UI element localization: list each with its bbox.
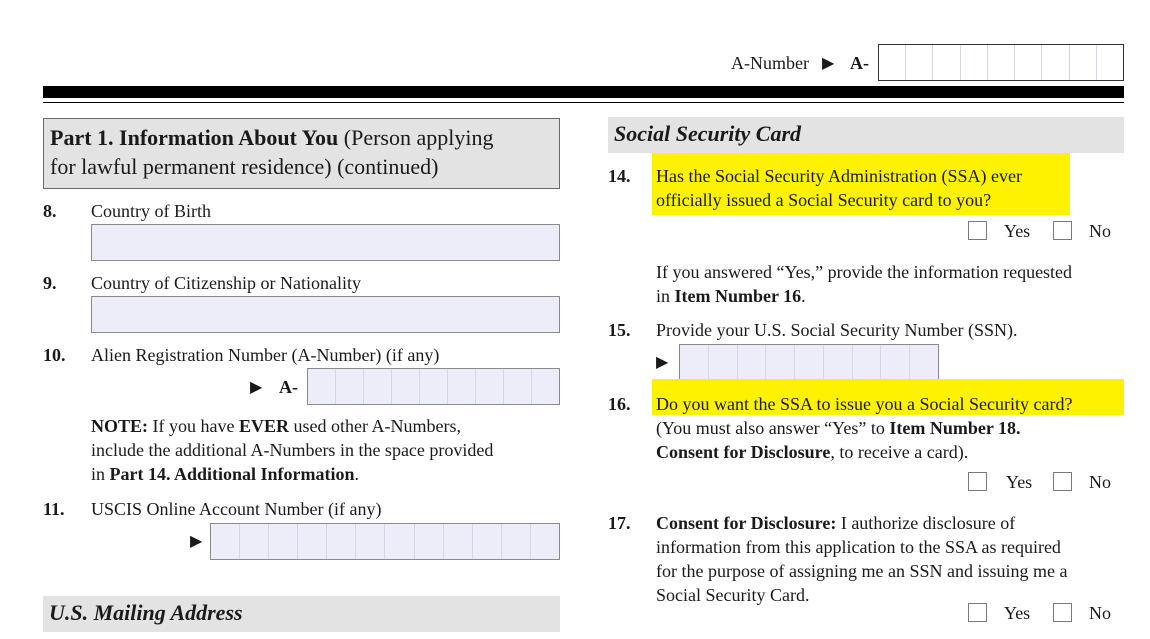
q14-line2: officially issued a Social Security card to you? xyxy=(656,190,992,210)
q17-line1-b: I authorize disclosure of xyxy=(836,513,1016,533)
q10-number: 10. xyxy=(43,345,66,365)
header-thin-rule xyxy=(43,102,1124,103)
header-a-number-input[interactable] xyxy=(878,44,1124,81)
q10-label: Alien Registration Number (A-Number) (if any) xyxy=(91,345,440,365)
q17-line3: for the purpose of assigning me an SSN and issuing me a xyxy=(656,561,1068,581)
q14-yes-label: Yes xyxy=(1004,221,1031,241)
note-line2: include the additional A-Numbers in the space provided xyxy=(91,440,494,460)
q9-label: Country of Citizenship or Nationality xyxy=(91,273,361,293)
part-title-bold: Part 1. Information About You xyxy=(50,125,339,150)
q11-label: USCIS Online Account Number (if any) xyxy=(91,499,382,519)
q17-line2: information from this application to the SSA as required xyxy=(656,537,1061,557)
q16-no-checkbox[interactable] xyxy=(1053,472,1072,491)
note-text-ever: EVER xyxy=(238,416,289,436)
q16-no-label: No xyxy=(1089,472,1111,492)
q10-a-prefix: A- xyxy=(279,377,298,397)
country-of-citizenship-input[interactable] xyxy=(91,296,560,333)
q17-no-checkbox[interactable] xyxy=(1053,603,1072,622)
q16-item18-ref: Item Number 18. xyxy=(889,418,1021,438)
header-a-prefix: A- xyxy=(850,53,869,73)
answer-note-item16-ref: Item Number 16 xyxy=(674,286,802,306)
country-of-birth-input[interactable] xyxy=(91,224,560,261)
q14-no-checkbox[interactable] xyxy=(1053,221,1072,240)
part-title-line2: for lawful permanent residence) (continued) xyxy=(50,154,439,179)
q14-line1: Has the Social Security Administration (SSA) ever xyxy=(656,166,1022,186)
answer-note xyxy=(656,260,1072,308)
q15-number: 15. xyxy=(608,320,631,340)
q17-number: 17. xyxy=(608,513,631,533)
answer-note-line2-c: . xyxy=(801,286,806,306)
q9-number: 9. xyxy=(43,273,57,293)
note-line3-c: . xyxy=(354,464,360,484)
social-security-section-title: Social Security Card xyxy=(608,117,1124,153)
arrow-right-icon: ▶ xyxy=(250,379,263,396)
q16-question xyxy=(656,392,1072,464)
arrow-right-icon: ▶ xyxy=(822,55,835,72)
a-number-input[interactable] xyxy=(307,368,560,405)
q17-line4: Social Security Card. xyxy=(656,585,810,605)
part-title-rest: (Person applying xyxy=(338,125,494,150)
part-1-header xyxy=(43,118,560,189)
q16-line3-b: , to receive a card). xyxy=(830,442,969,462)
note-text-a: If you have xyxy=(148,416,239,436)
q17-yes-label: Yes xyxy=(1004,603,1031,623)
q17-consent-label: Consent for Disclosure: xyxy=(656,513,837,533)
q14-question xyxy=(656,164,1022,212)
header-a-number-label: A-Number xyxy=(731,53,809,73)
q16-number: 16. xyxy=(608,394,631,414)
q8-label: Country of Birth xyxy=(91,201,211,221)
header-rule xyxy=(43,86,1124,98)
ssn-input[interactable] xyxy=(679,344,939,381)
q16-line1: Do you want the SSA to issue you a Social Security card? xyxy=(656,394,1073,414)
q17-no-label: No xyxy=(1089,603,1111,623)
q14-no-label: No xyxy=(1089,221,1111,241)
note-label: NOTE: xyxy=(91,416,149,436)
q17-text xyxy=(656,511,1067,607)
q11-number: 11. xyxy=(43,499,65,519)
answer-note-line1: If you answered “Yes,” provide the information requested xyxy=(656,262,1073,282)
note-text-b: used other A-Numbers, xyxy=(289,416,461,436)
q15-label: Provide your U.S. Social Security Number (SSN). xyxy=(656,320,1018,340)
q8-number: 8. xyxy=(43,201,57,221)
q14-number: 14. xyxy=(608,166,631,186)
q17-yes-checkbox[interactable] xyxy=(968,603,987,622)
mailing-address-section-title: U.S. Mailing Address xyxy=(43,596,560,632)
q14-yes-checkbox[interactable] xyxy=(968,221,987,240)
q16-consent-ref: Consent for Disclosure xyxy=(656,442,831,462)
note-part14-ref: Part 14. Additional Information xyxy=(109,464,355,484)
q16-line2-a: (You must also answer “Yes” to xyxy=(656,418,890,438)
uscis-online-account-input[interactable] xyxy=(210,523,560,560)
arrow-right-icon: ▶ xyxy=(190,533,203,550)
answer-note-line2-a: in xyxy=(656,286,675,306)
q16-yes-checkbox[interactable] xyxy=(968,472,987,491)
q16-yes-label: Yes xyxy=(1006,472,1033,492)
arrow-right-icon: ▶ xyxy=(656,354,669,371)
note-line3-a: in xyxy=(91,464,110,484)
note-text xyxy=(91,414,493,486)
